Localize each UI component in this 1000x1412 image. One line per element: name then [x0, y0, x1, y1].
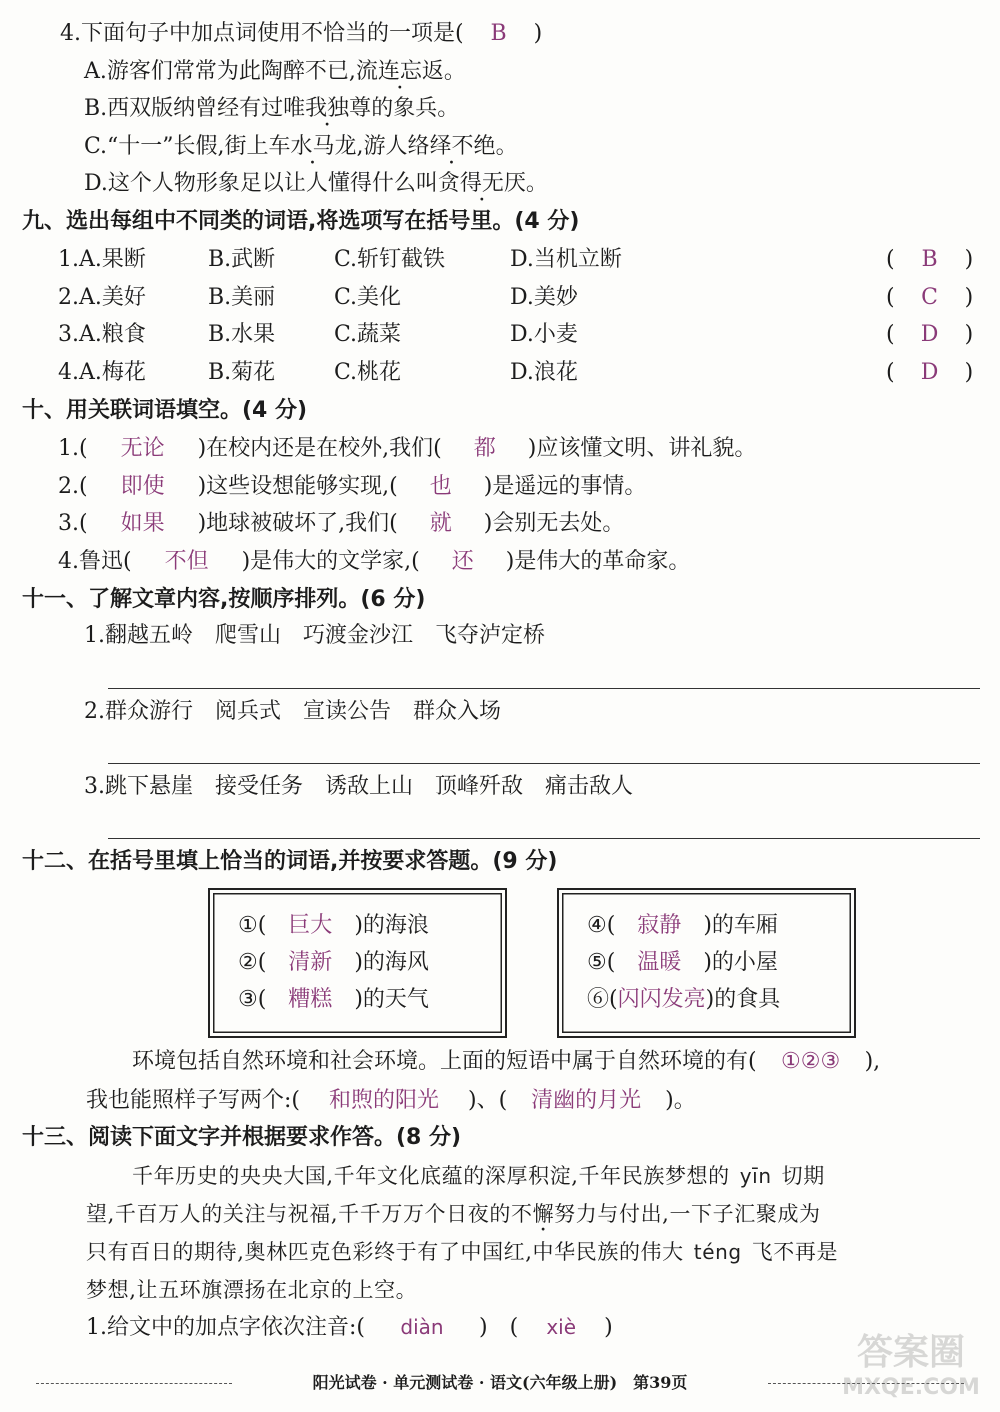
s10-row-3: 3.( 如果 )地球被破坏了,我们( 就 )会别无去处。: [58, 511, 625, 536]
phrase-box-left: [208, 888, 507, 1038]
phrase-5: ⑤( 温暖 )的小屋: [587, 950, 778, 975]
s10-row-2: 2.( 即使 )这些设想能够实现,( 也 )是遥远的事情。: [58, 474, 647, 499]
s11-item-3: 3.跳下悬崖 接受任务 诱敌上山 顶峰歼敌 痛击敌人: [84, 774, 633, 799]
passage-line-1: 千年历史的央央大国,千年文化底蕴的深厚积淀,千年民族梦想的 yīn 切期: [132, 1164, 825, 1188]
answer-line-1: [108, 688, 980, 689]
section-10-heading: 十、用关联词语填空。(4 分): [22, 398, 308, 423]
s9-row-2-option-d: D.美妙: [510, 285, 578, 310]
passage-line-2: 望,千百万人的关注与祝福,千千万万个日夜的不懈努力与付出,一下子汇聚成为: [86, 1202, 821, 1226]
s9-row-1-option-n: 1.A.果断: [58, 247, 146, 272]
passage-line-4: 梦想,让五环旗漂扬在北京的上空。: [86, 1278, 418, 1302]
phrase-6: ⑥(闪闪发亮)的食具: [587, 987, 781, 1012]
s9-row-3-option-b: B.水果: [208, 322, 276, 347]
s9-row-3-answer: ( D ): [886, 322, 974, 347]
answer-line-2: [108, 763, 980, 764]
watermark-logo: [836, 1322, 986, 1400]
s9-row-3-option-c: C.蔬菜: [334, 322, 402, 347]
s11-item-2: 2.群众游行 阅兵式 宣读公告 群众入场: [84, 699, 501, 724]
q4-stem: 4.下面句子中加点词使用不恰当的一项是( B ): [60, 21, 543, 46]
s12-write-line: 我也能照样子写两个:( 和煦的阳光 )、( 清幽的月光 )。: [86, 1088, 696, 1113]
s9-row-1-option-b: B.武断: [208, 247, 276, 272]
section-11-heading: 十一、了解文章内容,按顺序排列。(6 分): [22, 587, 426, 612]
q4-option-b: B.西双版纳曾经有过唯我独尊的象兵。: [84, 96, 460, 121]
s13-question-1: 1.给文中的加点字依次注音:( diàn ) ( xiè ): [86, 1315, 613, 1340]
s10-row-1: 1.( 无论 )在校内还是在校外,我们( 都 )应该懂文明、讲礼貌。: [58, 436, 757, 461]
section-12-heading: 十二、在括号里填上恰当的词语,并按要求答题。(9 分): [22, 849, 558, 874]
phrase-box-right: [557, 888, 856, 1038]
s9-row-1-answer: ( B ): [886, 247, 974, 272]
phrase-4: ④( 寂静 )的车厢: [587, 913, 778, 938]
section-13-heading: 十三、阅读下面文字并根据要求作答。(8 分): [22, 1125, 462, 1150]
q4-option-c: C.“十一”长假,街上车水马龙,游人络绎不绝。: [84, 134, 518, 159]
s9-row-2-option-b: B.美丽: [208, 285, 276, 310]
s9-row-4-answer: ( D ): [886, 360, 974, 385]
s9-row-2-option-n: 2.A.美好: [58, 285, 146, 310]
q4-option-d: D.这个人物形象足以让人懂得什么叫贪得无厌。: [84, 171, 548, 196]
s9-row-1-option-d: D.当机立断: [510, 247, 622, 272]
s11-item-1: 1.翻越五岭 爬雪山 巧渡金沙江 飞夺泸定桥: [84, 623, 545, 648]
s9-row-1-option-c: C.斩钉截铁: [334, 247, 446, 272]
phrase-2: ②( 清新 )的海风: [238, 950, 429, 975]
s9-row-4-option-b: B.菊花: [208, 360, 276, 385]
s12-question: 环境包括自然环境和社会环境。上面的短语中属于自然环境的有( ①②③ ),: [132, 1049, 881, 1074]
page-footer: 阳光试卷 · 单元测试卷 · 语文(六年级上册) 第39页: [312, 1373, 688, 1392]
phrase-3: ③( 糟糕 )的天气: [238, 987, 429, 1012]
watermark-text-main: 答案圈: [856, 1332, 966, 1373]
s9-row-4-option-n: 4.A.梅花: [58, 360, 146, 385]
section-9-heading: 九、选出每组中不同类的词语,将选项写在括号里。(4 分): [22, 209, 580, 234]
s9-row-3-option-d: D.小麦: [510, 322, 578, 347]
s9-row-4-option-d: D.浪花: [510, 360, 578, 385]
passage-line-3: 只有百日的期待,奥林匹克色彩终于有了中国红,中华民族的伟大 téng 飞不再是: [86, 1240, 839, 1264]
q4-option-a: A.游客们常常为此陶醉不已,流连忘返。: [84, 59, 466, 84]
s9-row-2-answer: ( C ): [886, 285, 974, 310]
s9-row-3-option-n: 3.A.粮食: [58, 322, 146, 347]
s9-row-2-option-c: C.美化: [334, 285, 402, 310]
phrase-1: ①( 巨大 )的海浪: [238, 913, 429, 938]
s9-row-4-option-c: C.桃花: [334, 360, 402, 385]
watermark-text-url: MXQE.COM: [842, 1375, 980, 1400]
q4-answer: B: [490, 21, 507, 46]
answer-line-3: [108, 838, 980, 839]
s10-row-4: 4.鲁迅( 不但 )是伟大的文学家,( 还 )是伟大的革命家。: [58, 549, 691, 574]
